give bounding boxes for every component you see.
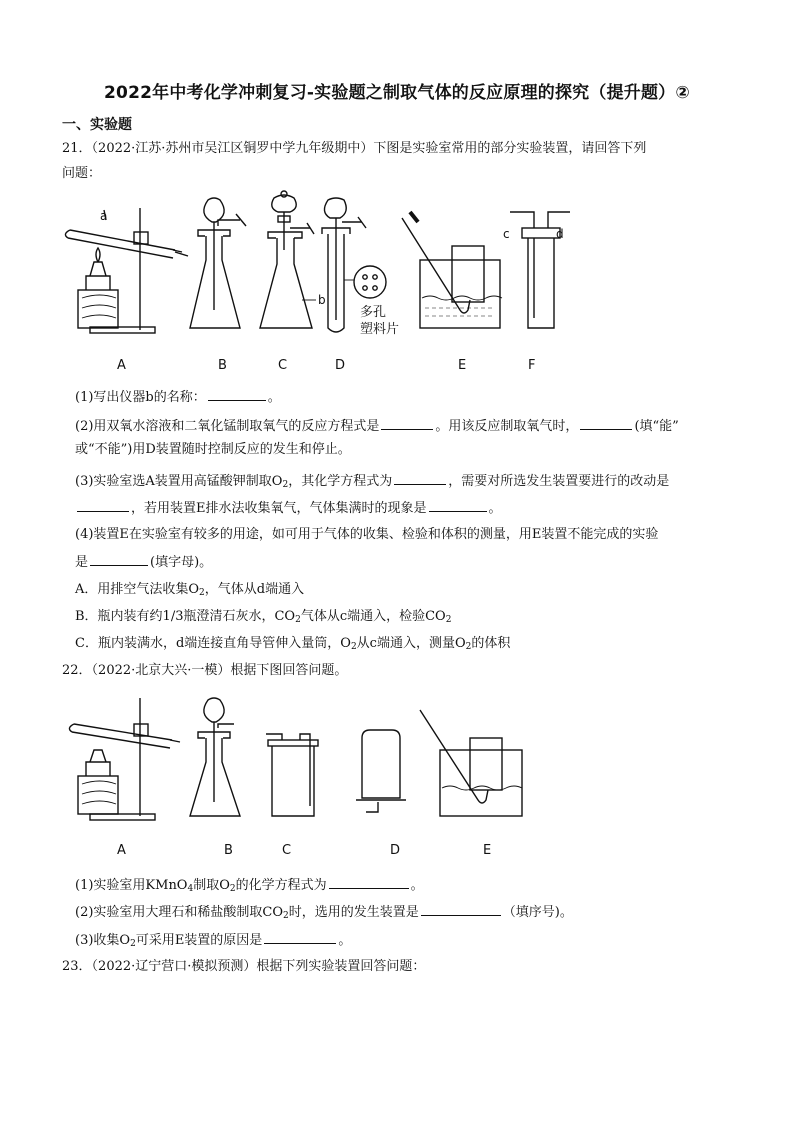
q21-fig-label-a: A [117,358,126,373]
annot-plate-1: 多孔 [360,305,387,320]
q22-part-3: (3)收集$O_2$可采用E装置的原因是 。 [75,930,755,953]
annot-plate-2: 塑料片 [360,322,400,337]
apparatus-b-drawing [190,198,246,328]
q21-part-2: (2)用双氧水溶液和二氧化锰制取氧气的反应方程式是 。用该反应制取氧气时， (填“能” [75,416,755,436]
q22-fig-label-b: B [224,843,233,858]
q22-part-1: (1)实验室用KMnO$_4$制取$O_2$的化学方程式为 。 [75,875,755,898]
q21-header: 21．（2022·江苏·苏州市吴江区铜罗中学九年级期中）下图是实验室常用的部分实验装置，请回答下列 [62,141,647,156]
q22-apparatus-d-drawing [356,730,406,812]
q21-part-3: (3)实验室选A装置用高锰酸钾制取$O_2$，其化学方程式为 ，需要对所选发生装置要进行的改动是 [75,471,755,494]
q21-part-4: (4)装置E在实验室有较多的用途，如可用于气体的收集、检验和体积的测量，用E装置不能完成的实验 [75,527,659,542]
annot-a: a [100,209,108,223]
q21-option-b: B．瓶内装有约1/3瓶澄清石灰水，$CO_2$气体从c端通入，检验$CO_2$ [75,609,452,625]
answer-blank[interactable] [580,416,632,430]
answer-blank[interactable] [90,552,148,566]
answer-blank[interactable] [77,498,129,512]
q21-header-cont: 问题： [62,166,102,181]
answer-blank[interactable] [394,471,446,485]
q22-part-2: (2)实验室用大理石和稀盐酸制取$CO_2$时，选用的发生装置是 （填序号)。 [75,902,755,925]
answer-blank[interactable] [264,930,336,944]
q21-option-a: A．用排空气法收集$O_2$，气体从d端通入 [75,582,305,598]
page-title: 2022年中考化学冲刺复习-实验题之制取气体的反应原理的探究（提升题）② [104,83,690,103]
annot-b: b [318,293,326,307]
q22-apparatus-e-drawing [420,710,522,816]
answer-blank[interactable] [421,902,501,916]
q22-fig-label-d: D [390,843,401,858]
q22-fig-label-e: E [483,843,492,858]
q21-fig-label-e: E [458,358,467,373]
q21-fig-label-f: F [528,358,536,373]
q21-fig-label-b: B [218,358,227,373]
answer-blank[interactable] [429,498,487,512]
apparatus-a-drawing [65,208,188,333]
q21-part-2-cont: 或“不能”)用D装置随时控制反应的发生和停止。 [75,442,351,457]
q21-fig-label-c: C [278,358,288,373]
q22-header: 22．（2022·北京大兴·一模）根据下图回答问题。 [62,663,348,678]
q22-fig-label-c: C [282,843,292,858]
q21-fig-label-d: D [335,358,346,373]
answer-blank[interactable] [381,416,433,430]
q22-apparatus-figure [60,690,540,830]
q21-apparatus-figure [60,190,620,350]
q21-part-4-cont: 是 (填字母)。 [75,552,755,572]
answer-blank[interactable] [329,875,409,889]
q22-apparatus-c-drawing [266,734,318,816]
q23-header: 23．（2022·辽宁营口·模拟预测）根据下列实验装置回答问题： [62,959,426,974]
apparatus-e-drawing [402,212,502,328]
q21-option-c: C．瓶内装满水，d端连接直角导管伸入量筒，$O_2$从c端通入，测量$O_2$的体积 [75,636,511,652]
q22-fig-label-a: A [117,843,126,858]
q21-part-1: (1)写出仪器b的名称： 。 [75,387,755,407]
apparatus-c-drawing [260,191,316,328]
annot-c: c [503,227,510,241]
q22-apparatus-b-drawing [190,698,240,816]
q22-apparatus-a-drawing [69,698,180,820]
annot-d: d [556,227,564,241]
q21-part-3-cont: ，若用装置E排水法收集氧气，气体集满时的现象是 。 [75,498,755,518]
section-heading: 一、实验题 [62,117,132,133]
answer-blank[interactable] [208,387,266,401]
